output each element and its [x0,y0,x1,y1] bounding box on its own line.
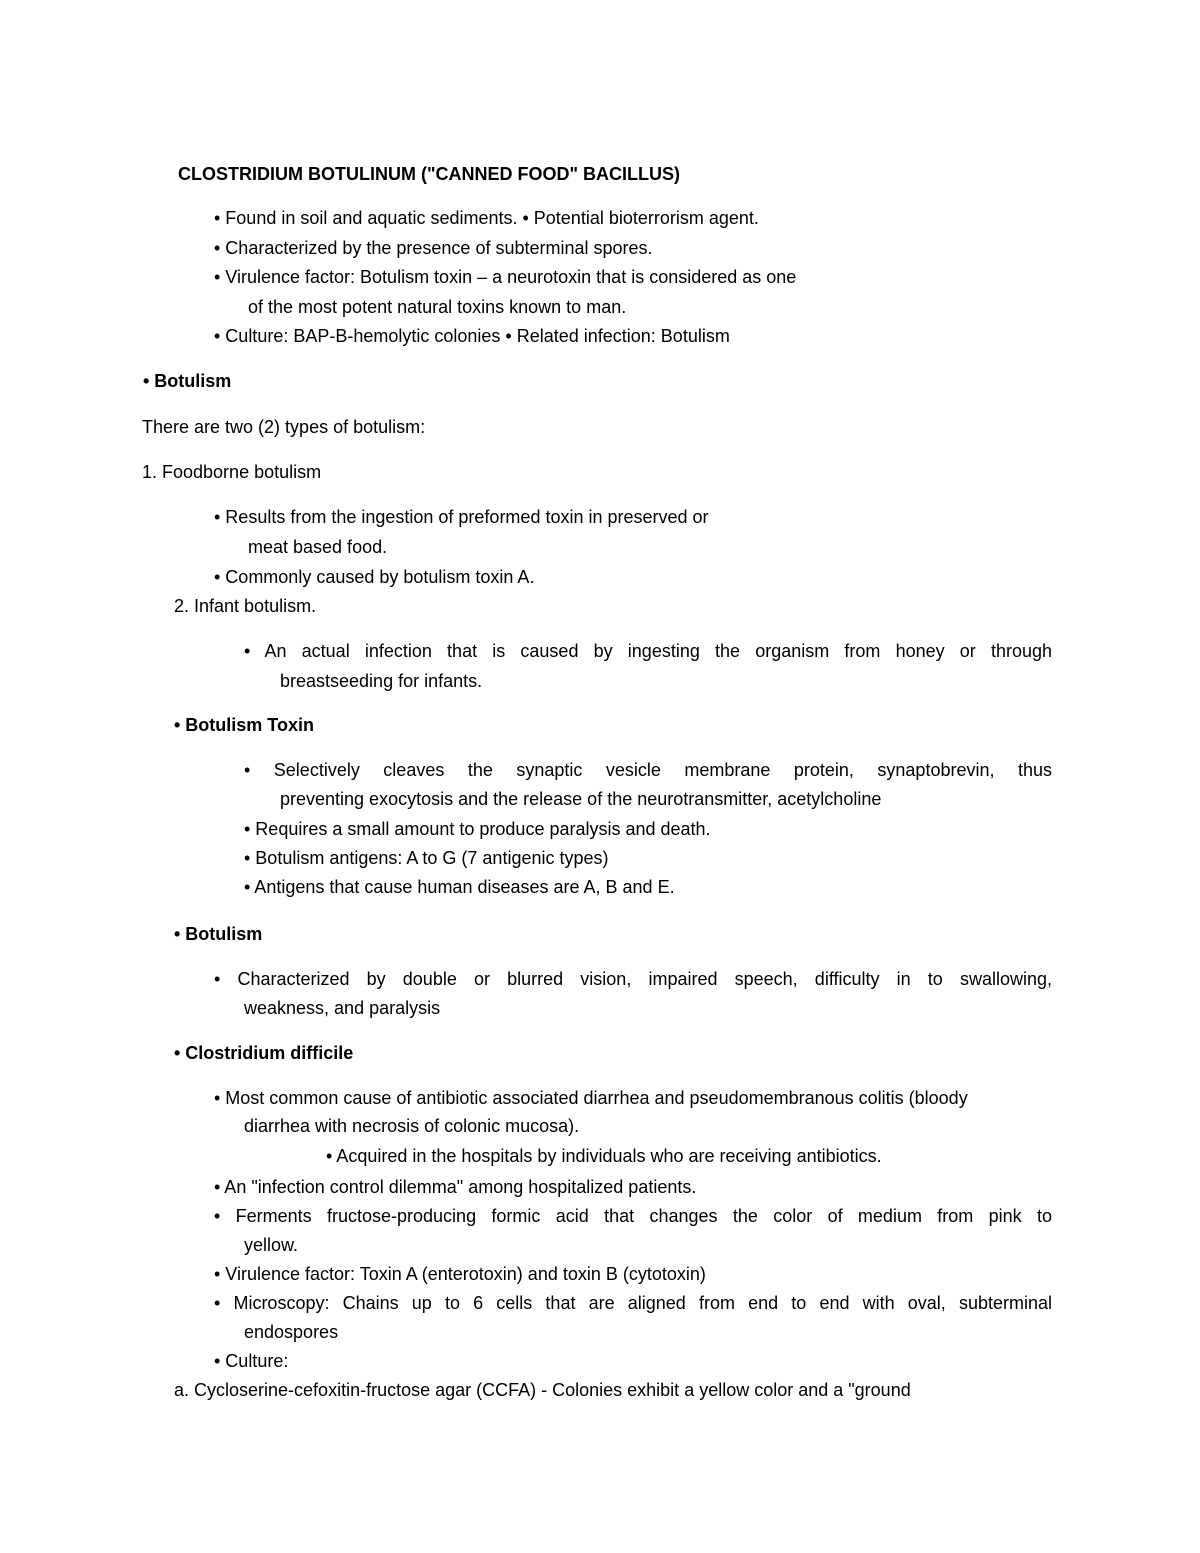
bullet-difficile-virulence: • Virulence factor: Toxin A (enterotoxin) and toxin B (cytotoxin) [214,1264,706,1284]
bullet-difficile-ferments-cont: yellow. [244,1235,299,1255]
bullet-difficile-microscopy: • Microscopy: Chains up to 6 cells that are aligned from end to end with oval, subterminal [214,1293,1052,1313]
bullet-toxin-amount: • Requires a small amount to produce paralysis and death. [244,819,711,839]
bullet-foodborne-cause: • Results from the ingestion of preformed toxin in preserved or [214,507,709,527]
bullet-difficile-ferments: • Ferments fructose-producing formic acid that changes the color of medium from pink to [214,1206,1052,1226]
bullet-foodborne-cause-cont: meat based food. [248,537,388,557]
bullet-difficile-acquired: • Acquired in the hospitals by individuals who are receiving antibiotics. [326,1146,882,1166]
list-item-foodborne: 1. Foodborne botulism [142,462,322,482]
bullet-culture: • Culture: BAP-B-hemolytic colonies • Related infection: Botulism [214,326,730,346]
bullet-virulence: • Virulence factor: Botulism toxin – a neurotoxin that is considered as one [214,267,797,287]
list-item-infant: 2. Infant botulism. [174,596,317,616]
bullet-spores: • Characterized by the presence of subterminal spores. [214,238,653,258]
bullet-virulence-cont: of the most potent natural toxins known to man. [248,297,627,317]
bullet-toxin-human-antigens: • Antigens that cause human diseases are A, B and E. [244,877,675,897]
heading-botulism-toxin: • Botulism Toxin [174,715,314,735]
bullet-infant-infection: • An actual infection that is caused by ingesting the organism from honey or through [244,641,1052,661]
paragraph-types-intro: There are two (2) types of botulism: [142,417,426,437]
bullet-toxin-antigens: • Botulism antigens: A to G (7 antigenic types) [244,848,609,868]
bullet-difficile-culture: • Culture: [214,1351,289,1371]
heading-botulism-symptoms: • Botulism [174,924,263,944]
heading-botulism: • Botulism [143,371,232,391]
bullet-difficile-microscopy-cont: endospores [244,1322,339,1342]
list-item-ccfa: a. Cycloserine-cefoxitin-fructose agar (CCFA) - Colonies exhibit a yellow color and a "ground [174,1380,911,1400]
bullet-foodborne-toxin: • Commonly caused by botulism toxin A. [214,567,535,587]
document-title: CLOSTRIDIUM BOTULINUM ("CANNED FOOD" BACILLUS) [178,164,681,184]
bullet-difficile-cause-cont: diarrhea with necrosis of colonic mucosa). [244,1116,580,1136]
bullet-difficile-cause: • Most common cause of antibiotic associated diarrhea and pseudomembranous colitis (bloody [214,1088,968,1108]
bullet-symptoms: • Characterized by double or blurred vision, impaired speech, difficulty in to swallowing, [214,969,1052,989]
bullet-habitat: • Found in soil and aquatic sediments. • Potential bioterrorism agent. [214,208,759,228]
bullet-toxin-mechanism: • Selectively cleaves the synaptic vesicle membrane protein, synaptobrevin, thus [244,760,1052,780]
bullet-infant-infection-cont: breastseeding for infants. [280,671,483,691]
bullet-symptoms-cont: weakness, and paralysis [244,998,441,1018]
bullet-toxin-mechanism-cont: preventing exocytosis and the release of the neurotransmitter, acetylcholine [280,789,882,809]
heading-clostridium-difficile: • Clostridium difficile [174,1043,354,1063]
bullet-difficile-dilemma: • An "infection control dilemma" among hospitalized patients. [214,1177,697,1197]
